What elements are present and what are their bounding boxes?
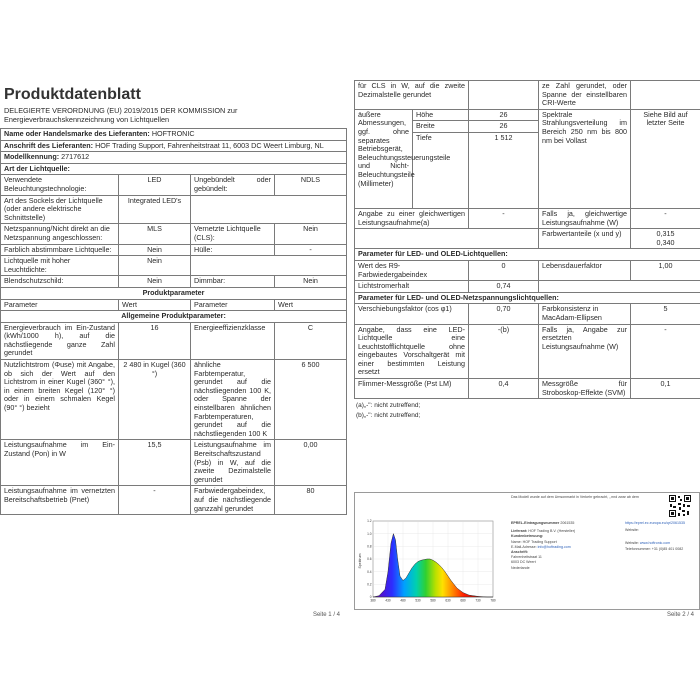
- x-tick-labels: [370, 599, 496, 603]
- footnote-b: (b)„-": nicht zutreffend;: [356, 412, 421, 420]
- flicker-label: Flimmer-Messgröße (Pst LM): [355, 379, 469, 399]
- height-value: 26: [469, 109, 539, 121]
- equiv-w-value: -: [631, 208, 700, 228]
- eprel-info-card: [354, 492, 700, 610]
- page-number: Seite 2 / 4: [666, 612, 694, 618]
- sdcm-label: Farbkonsistenz in MacAdam-Ellipsen: [539, 304, 631, 324]
- eclass-value: C: [275, 322, 347, 359]
- y-tick-labels: [367, 519, 372, 599]
- flicker-value: 0,4: [469, 379, 539, 399]
- model-row: Modellkennung: 2717612: [1, 152, 347, 164]
- equiv-value: -: [469, 208, 539, 228]
- width-label: Breite: [413, 121, 469, 133]
- card-links: [625, 521, 699, 552]
- y-tick-label: 0.2: [367, 582, 372, 587]
- tech-value: LED: [119, 175, 191, 195]
- envelope-value: -: [275, 244, 347, 256]
- y-tick-label: 0.4: [367, 569, 372, 574]
- flux-label: Nutzlichtstrom (Φuse) mit Angabe, ob sich der Wert auf den Lichtstrom in einer Kugel (360° °), in einem breiten Kegel (120° °) oder in einem schmalen Kegel (90° °) bezieht: [1, 360, 119, 440]
- r9-value: 0: [469, 260, 539, 280]
- mains-label: Netzspannung/Nicht direkt an die Netzspannung angeschlossen:: [1, 224, 119, 244]
- email-link[interactable]: info@hoftrading.com: [537, 544, 571, 549]
- x-tick-label: 380: [370, 598, 376, 603]
- y-tick-label: 0.6: [367, 557, 372, 562]
- colour-label: Farblich abstimmbare Lichtquelle:: [1, 244, 119, 256]
- psb-value: 0,00: [275, 440, 347, 486]
- socket-value: Integrated LED's: [119, 195, 191, 224]
- supplier-address-row: Anschrift des Lieferanten: HOF Trading Support, Fahrenheitstraat 11, 6003 DC Weert Limburg, NL: [1, 140, 347, 152]
- params-table-continued: [354, 80, 700, 399]
- claim-w-value: -: [631, 324, 700, 379]
- nondirect-label: Ungebündelt oder gebündelt:: [191, 175, 275, 195]
- supplier-name-row: Name oder Handelsmarke des Lieferanten: HOFTRONIC: [1, 129, 347, 141]
- cls-value: Nein: [275, 224, 347, 244]
- claim-value: -(b): [469, 324, 539, 379]
- col-header-value-2: Wert: [275, 299, 347, 311]
- mains-led-params-heading: Parameter für LED- und OLED-Netzspannungslichtquellen:: [355, 292, 700, 304]
- footnote-a: (a)„-": nicht zutreffend;: [356, 402, 421, 410]
- dimmable-value: Nein: [275, 276, 347, 288]
- address-country: Nederlande: [511, 565, 530, 570]
- y-tick-label: 0: [369, 595, 372, 600]
- footnotes: [354, 399, 700, 423]
- page-title: Produktdatenblatt: [4, 86, 141, 103]
- svm-value: 0,1: [631, 379, 700, 399]
- chroma-values: 0,315 0,340: [631, 229, 700, 249]
- page-number: Seite 1 / 4: [312, 612, 340, 618]
- pnet-label: Leistungsaufnahme im vernetzten Bereitschaftsbetrieb (Pnet): [1, 486, 119, 515]
- envelope-label: Hülle:: [191, 244, 275, 256]
- x-tick-label: 680: [460, 598, 466, 603]
- website-label: Website:: [625, 528, 639, 533]
- address-postcode: 6003 DC Weert: [511, 560, 536, 565]
- datasheet-page-2: [354, 80, 700, 620]
- x-tick-label: 730: [475, 598, 481, 603]
- x-tick-label: 480: [400, 598, 406, 603]
- socket-label: Art des Sockels der Lichtquelle (oder andere elektrische Schnittstelle): [1, 195, 119, 224]
- depth-label: Tiefe: [413, 132, 469, 208]
- dpf-value: 0,70: [469, 304, 539, 324]
- nondirect-value: NDLS: [275, 175, 347, 195]
- supplier-row: Lieferant: HOF Trading B.V. (Hersteller): [511, 529, 576, 534]
- survival-label: Lebensdauerfaktor: [539, 260, 631, 280]
- eclass-label: Energieeffizienzklasse: [191, 322, 275, 359]
- y-tick-label: 1.0: [367, 531, 372, 536]
- general-params-heading: Allgemeine Produktparameter:: [1, 311, 347, 323]
- col-header-param: Parameter: [1, 299, 119, 311]
- light-source-type-heading: Art der Lichtquelle:: [1, 163, 347, 175]
- website-link[interactable]: www.hoftronic.com: [639, 541, 671, 546]
- depth-value: 1 512: [469, 132, 539, 208]
- pnet-continued: für CLS in W, auf die zweite Dezimalstelle gerundet: [355, 81, 469, 110]
- qr-code-icon[interactable]: [668, 494, 692, 518]
- cri-label: Farbwiedergabeindex, auf die nächstliegende ganzzahl gerundet: [191, 486, 275, 515]
- address-street: Fahrenheitstraat 11: [511, 555, 542, 560]
- y-axis-label: Spektrum: [358, 553, 362, 569]
- antiglare-label: Blendschutzschild:: [1, 276, 119, 288]
- equiv-label: Angabe zu einer gleichwertigen Leistungsaufnahme(a): [355, 208, 469, 228]
- x-tick-label: 530: [415, 598, 421, 603]
- col-header-value: Wert: [119, 299, 191, 311]
- claim-label: Angabe, dass eine LED-Lichtquelle eine Leuchtstofflichtquelle ohne eingebautes Vorschaltgerät mit einer bestimmten Leistung ersetzt: [355, 324, 469, 379]
- y-tick-label: 1.2: [367, 519, 372, 524]
- maint-value: 0,74: [469, 281, 539, 293]
- high-lum-value: Nein: [119, 256, 191, 276]
- chroma-label: Farbwertanteile (x und y): [539, 229, 631, 249]
- pon-label: Leistungsaufnahme im Ein-Zustand (Pon) in W: [1, 440, 119, 486]
- energy-value: 16: [119, 322, 191, 359]
- led-params-heading: Parameter für LED- und OLED-Lichtquellen:: [355, 249, 700, 261]
- service-name-row: Name: HOF Trading Support: [511, 539, 557, 544]
- sdcm-value: 5: [631, 304, 700, 324]
- tech-label: Verwendete Beleuchtungstechnologie:: [1, 175, 119, 195]
- height-label: Höhe: [413, 109, 469, 121]
- spectrum-chart: [355, 517, 500, 609]
- website-row: Website: www.hoftronic.com: [625, 541, 671, 546]
- cri-continued: ze Zahl gerundet, oder Spanne der einstellbaren CRI-Werte: [539, 81, 631, 110]
- pnet-value: -: [119, 486, 191, 515]
- card-header: Das Modell wurde auf dem Umsonmarkt in Verkehr gebracht, ,,nnd zwar ab dem: [511, 495, 639, 499]
- y-tick-label: 0.8: [367, 544, 372, 549]
- spd-label: Spektrale Strahlungsverteilung im Bereich 250 nm bis 800 nm bei Vollast: [539, 109, 631, 208]
- survival-value: 1,00: [631, 260, 700, 280]
- cct-label: ähnliche Farbtemperatur, gerundet auf die nächstliegenden 100 K, oder Spanne der einstellbaren ähnlichen Farbtemperaturen, gerundet auf die nächstliegenden 100 K: [191, 360, 275, 440]
- energy-label: Energieverbrauch im Ein-Zustand (kWh/1000 h), auf die nächstliegende ganze Zahl gerundet: [1, 322, 119, 359]
- mains-value: MLS: [119, 224, 191, 244]
- cct-value: 6 500: [275, 360, 347, 440]
- dimmable-label: Dimmbar:: [191, 276, 275, 288]
- eprel-row: EPREL-Eintragungsnummer 2061535: [511, 521, 575, 525]
- spd-value: Siehe Bild auf letzter Seite: [631, 109, 700, 208]
- cls-label: Vernetzte Lichtquelle (CLS):: [191, 224, 275, 244]
- datasheet-page-1: [0, 80, 346, 620]
- colour-value: Nein: [119, 244, 191, 256]
- width-value: 26: [469, 121, 539, 133]
- x-tick-label: 430: [385, 598, 391, 603]
- psb-label: Leistungsaufnahme im Bereitschaftszustand (Psb) in W, auf die zweite Dezimalstelle gerundet: [191, 440, 275, 486]
- email-row: E-Mail-Adresse: info@hoftrading.com: [511, 544, 571, 549]
- equiv-w-label: Falls ja, gleichwertige Leistungsaufnahme (W): [539, 208, 631, 228]
- service-heading: Kundenbetreuung:: [511, 534, 544, 539]
- pon-value: 15,5: [119, 440, 191, 486]
- r9-label: Wert des R9-Farbwiedergabeindex: [355, 260, 469, 280]
- cri-value: 80: [275, 486, 347, 515]
- col-header-param-2: Parameter: [191, 299, 275, 311]
- svm-label: Messgröße für Stroboskop-Effekte (SVM): [539, 379, 631, 399]
- supplier-table: [0, 128, 347, 515]
- phone-row: Telefonnummer: +31 (0)85 401 0082: [625, 546, 684, 551]
- maint-label: Lichtstromerhalt: [355, 281, 469, 293]
- antiglare-value: Nein: [119, 276, 191, 288]
- dimensions-label: äußere Abmessungen, ggf. ohne separates Betriebsgerät, Beleuchtungssteuerungsteile und Nicht-Beleuchtungsteile (Millimeter): [355, 109, 413, 208]
- regulation-intro: DELEGIERTE VERORDNUNG (EU) 2019/2015 DER KOMMISSION zur Energieverbrauchskennzeichnung von Lichtquellen: [4, 106, 238, 124]
- address-label: Anschrift:: [511, 550, 528, 555]
- product-params-heading: Produktparameter: [1, 287, 347, 299]
- x-tick-label: 580: [430, 598, 436, 603]
- x-tick-label: 630: [445, 598, 451, 603]
- dpf-label: Verschiebungsfaktor (cos φ1): [355, 304, 469, 324]
- flux-value: 2 480 in Kugel (360 °): [119, 360, 191, 440]
- high-lum-label: Lichtquelle mit hoher Leuchtdichte:: [1, 256, 119, 276]
- claim-w-label: Falls ja, Angabe zur ersetzten Leistungsaufnahme (W): [539, 324, 631, 379]
- x-tick-label: 780: [490, 598, 496, 603]
- eprel-link[interactable]: https://eprel.ec.europa.eu/qr/2061535: [625, 521, 685, 525]
